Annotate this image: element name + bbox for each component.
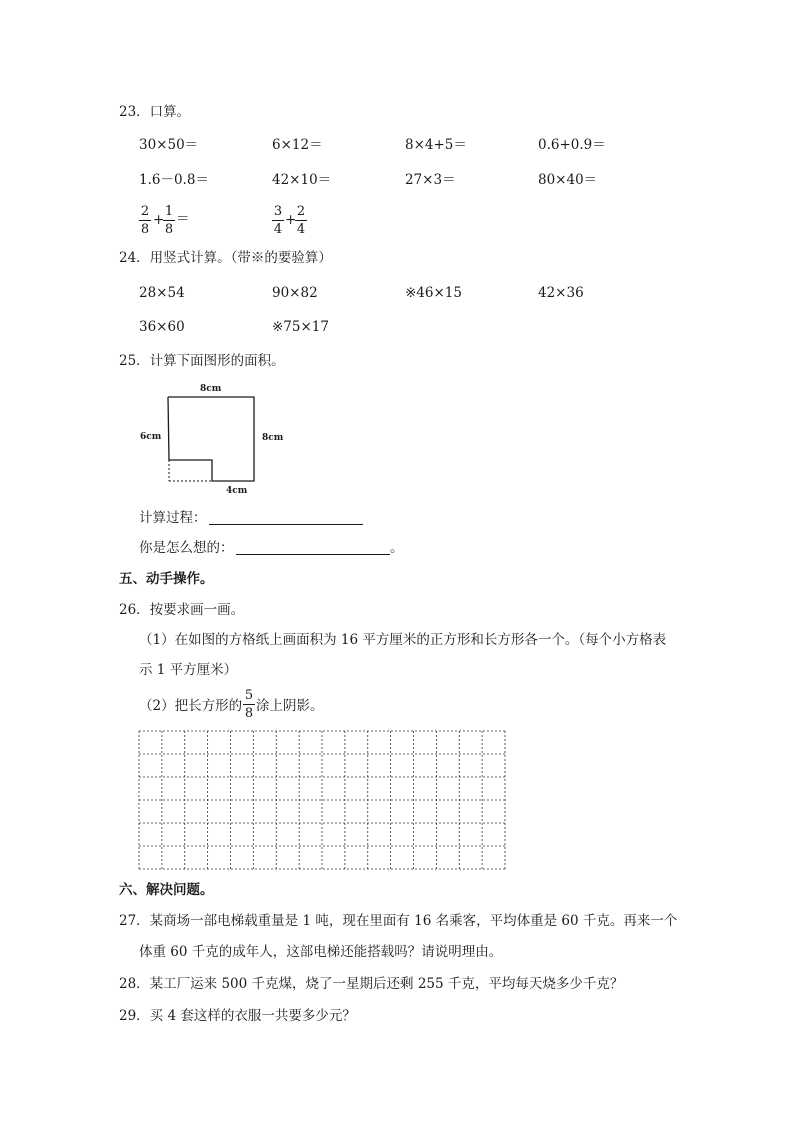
answer-blank[interactable] (236, 553, 390, 555)
thinking-label: 你是怎么想的： (139, 540, 234, 556)
q23-item: 1.6－0.8＝ (139, 172, 209, 188)
q24-item: 28×54 (139, 285, 185, 301)
label-right: 8cm (262, 433, 284, 443)
fraction: 5 8 (244, 688, 254, 721)
q24-title: 24．用竖式计算。（带※的要验算） (119, 250, 332, 266)
plus-sign: + (153, 212, 165, 228)
section-title: 六、解决问题。 (119, 882, 214, 898)
q26-title: 26．按要求画一画。 (119, 602, 245, 618)
fraction: 1 8 (164, 204, 174, 237)
q24-item: ※75×17 (272, 319, 329, 335)
label-left: 6cm (140, 432, 162, 442)
q23-item: 6×12＝ (272, 137, 323, 153)
q23-item: 42×10＝ (272, 172, 332, 188)
q26-part2-prefix: （2）把长方形的 (139, 698, 243, 714)
fraction: 3 4 (273, 204, 283, 237)
q23-item: 8×4+5＝ (405, 137, 467, 153)
section-title: 五、动手操作。 (119, 571, 214, 587)
square-grid-paper[interactable] (138, 730, 508, 872)
q23-item: 0.6+0.9＝ (538, 137, 606, 153)
l-shape-figure (130, 378, 300, 498)
process-label: 计算过程： (139, 510, 207, 526)
q24-item: 42×36 (538, 285, 584, 301)
q27-line1: 27．某商场一部电梯载重量是 1 吨，现在里面有 16 名乘客，平均体重是 60 千克。再来一个 (119, 913, 678, 929)
q26-part2-suffix: 涂上阴影。 (256, 698, 324, 714)
q23-item: 27×3＝ (405, 172, 456, 188)
q23-item: 80×40＝ (538, 172, 598, 188)
q24-item: ※46×15 (405, 285, 462, 301)
fraction: 2 8 (140, 204, 150, 237)
q29-text: 29．买 4 套这样的衣服一共要多少元？ (119, 1008, 356, 1024)
answer-blank[interactable] (209, 523, 363, 525)
q25-title: 25．计算下面图形的面积。 (119, 353, 285, 369)
equals-sign: ＝ (176, 211, 190, 227)
q26-part1: （1）在如图的方格纸上画面积为 16 平方厘米的正方形和长方形各一个。（每个小方格表 (139, 632, 667, 648)
plus-sign: + (285, 212, 297, 228)
label-top: 8cm (200, 384, 222, 394)
q23-item: 30×50＝ (139, 137, 199, 153)
q24-item: 90×82 (272, 285, 318, 301)
q28-text: 28．某工厂运来 500 千克煤，烧了一星期后还剩 255 千克，平均每天烧多少千克？ (119, 976, 624, 992)
fraction: 2 4 (296, 204, 306, 237)
q26-part1-cont: 示 1 平方厘米） (139, 662, 238, 678)
label-bottom: 4cm (226, 486, 248, 496)
q23-title: 23．口算。 (119, 104, 191, 120)
q27-line2: 体重 60 千克的成年人，这部电梯还能搭载吗？请说明理由。 (139, 944, 503, 960)
q24-item: 36×60 (139, 319, 185, 335)
l-shape-outline (168, 397, 254, 481)
period: 。 (390, 540, 404, 556)
